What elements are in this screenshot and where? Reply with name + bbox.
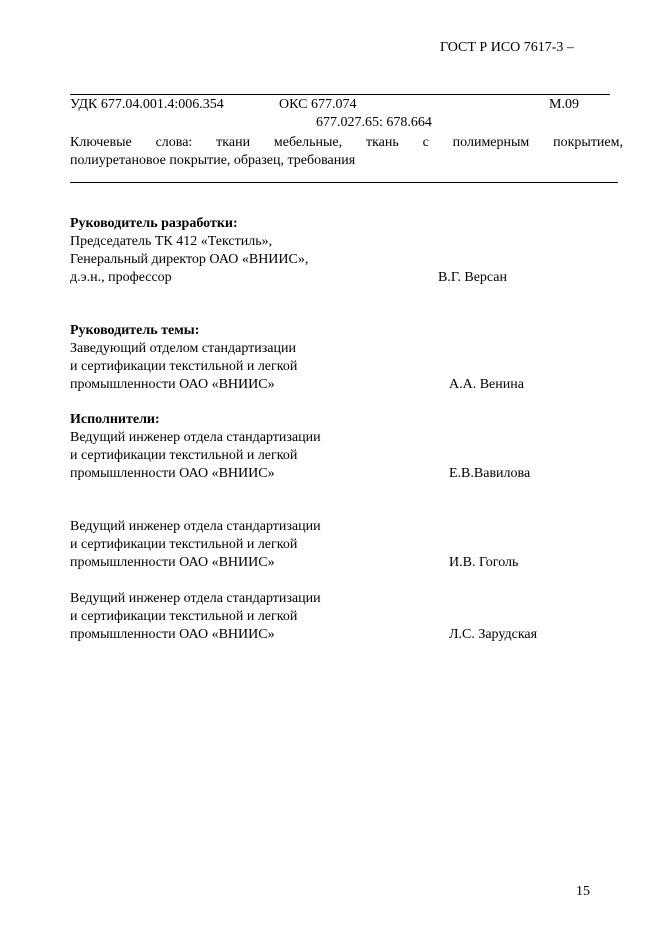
executor-name: И.В. Гоголь xyxy=(449,555,519,570)
executor-line: и сертификации текстильной и легкой xyxy=(70,537,298,552)
executor-line: промышленности ОАО «ВНИИС» xyxy=(70,627,275,642)
keywords xyxy=(70,134,623,170)
head-topic-heading: Руководитель темы: xyxy=(70,323,200,338)
executor-line: и сертификации текстильной и легкой xyxy=(70,448,298,463)
head-developer-name: В.Г. Версан xyxy=(438,270,507,285)
page-number: 15 xyxy=(576,884,590,899)
udk-code: УДК 677.04.001.4:006.354 xyxy=(70,97,224,112)
executor-line: и сертификации текстильной и легкой xyxy=(70,609,298,624)
top-rule xyxy=(70,94,610,95)
head-developer-line: Председатель ТК 412 «Текстиль», xyxy=(70,234,273,249)
oks-code-continued: 677.027.65: 678.664 xyxy=(316,115,432,130)
head-developer-line: д.э.н., профессор xyxy=(70,270,172,285)
executor-name: Е.В.Вавилова xyxy=(449,466,531,481)
head-topic-line: промышленности ОАО «ВНИИС» xyxy=(70,377,275,392)
executor-line: промышленности ОАО «ВНИИС» xyxy=(70,555,275,570)
executor-line: промышленности ОАО «ВНИИС» xyxy=(70,466,275,481)
head-topic-name: А.А. Венина xyxy=(449,377,524,392)
group-code: М.09 xyxy=(549,97,579,112)
executor-name: Л.С. Зарудская xyxy=(449,627,538,642)
executors-heading: Исполнители: xyxy=(70,412,160,427)
document-designation: ГОСТ Р ИСО 7617-3 – xyxy=(440,40,574,55)
head-topic-line: и сертификации текстильной и легкой xyxy=(70,359,298,374)
keywords-line-2: полиуретановое покрытие, образец, требования xyxy=(70,153,356,168)
executor-line: Ведущий инженер отдела стандартизации xyxy=(70,591,321,606)
bottom-rule xyxy=(70,182,618,183)
executor-line: Ведущий инженер отдела стандартизации xyxy=(70,430,321,445)
head-topic-line: Заведующий отделом стандартизации xyxy=(70,341,296,356)
head-developer-line: Генеральный директор ОАО «ВНИИС», xyxy=(70,252,309,267)
oks-code: ОКС 677.074 xyxy=(279,97,357,112)
head-developer-heading: Руководитель разработки: xyxy=(70,216,238,231)
executor-line: Ведущий инженер отдела стандартизации xyxy=(70,519,321,534)
keywords-line-1: Ключевые слова: ткани мебельные, ткань с полимерным покрытием, xyxy=(70,135,623,150)
